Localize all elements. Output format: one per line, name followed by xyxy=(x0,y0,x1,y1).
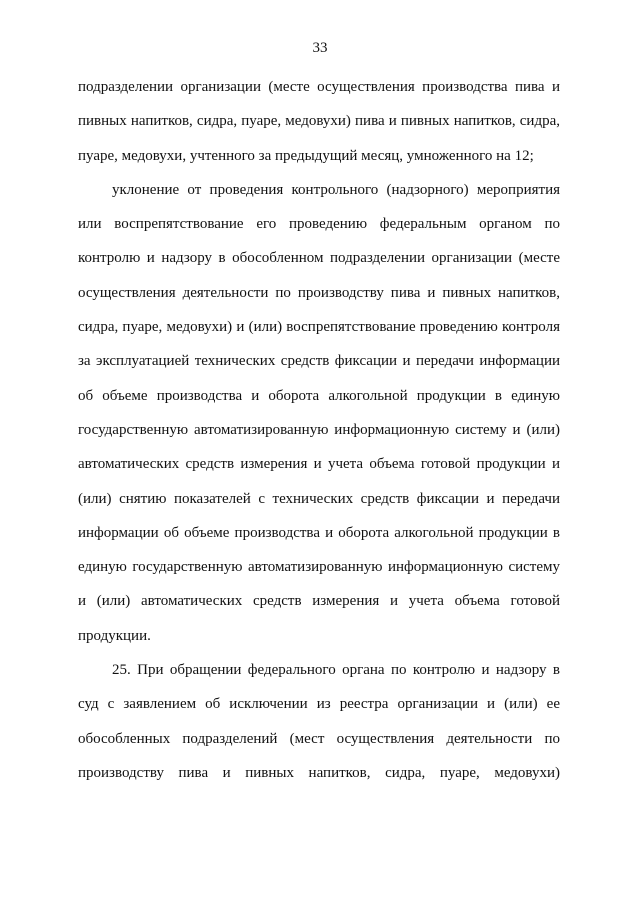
text-line: об объеме производства и оборота алкогольной продукции в единую xyxy=(78,387,560,404)
text-line: государственную автоматизированную информационную систему и (или) xyxy=(78,421,560,438)
text-line: автоматических средств измерения и учета объема готовой продукции и xyxy=(78,456,560,473)
text-line: и (или) автоматических средств измерения и учета объема готовой xyxy=(78,593,560,610)
page-number: 33 xyxy=(312,40,328,56)
text-line: производству пива и пивных напитков, сидра, пуаре, медовухи) xyxy=(78,764,560,781)
text-line: за эксплуатацией технических средств фиксации и передачи информации xyxy=(78,353,560,370)
text-line: (или) снятию показателей с технических средств фиксации и передачи xyxy=(78,490,560,507)
text-line: пуаре, медовухи, учтенного за предыдущий месяц, умноженного на 12; xyxy=(78,147,534,164)
text-line: подразделении организации (месте осуществления производства пива и xyxy=(78,79,560,95)
text-line: обособленных подразделений (мест осуществления деятельности по xyxy=(78,730,560,747)
text-line: контролю и надзору в обособленном подразделении организации (месте xyxy=(78,250,560,267)
text-line: единую государственную автоматизированную информационную систему xyxy=(78,559,560,576)
text-line: осуществления деятельности по производству пива и пивных напитков, xyxy=(78,284,560,301)
text-line: или воспрепятствование его проведению федеральным органом по xyxy=(78,216,560,233)
text-line: пивных напитков, сидра, пуаре, медовухи) пива и пивных напитков, сидра, xyxy=(78,113,560,130)
text-line: продукции. xyxy=(78,627,151,644)
text-line: суд с заявлением об исключении из реестра организации и (или) ее xyxy=(78,696,560,713)
text-line: сидра, пуаре, медовухи) и (или) воспрепятствование проведению контроля xyxy=(78,319,560,336)
document-body xyxy=(78,70,560,790)
text-line: уклонение от проведения контрольного (надзорного) мероприятия xyxy=(112,181,560,198)
text-line: 25. При обращении федерального органа по контролю и надзору в xyxy=(112,662,560,679)
text-line: информации об объеме производства и оборота алкогольной продукции в xyxy=(78,524,560,541)
